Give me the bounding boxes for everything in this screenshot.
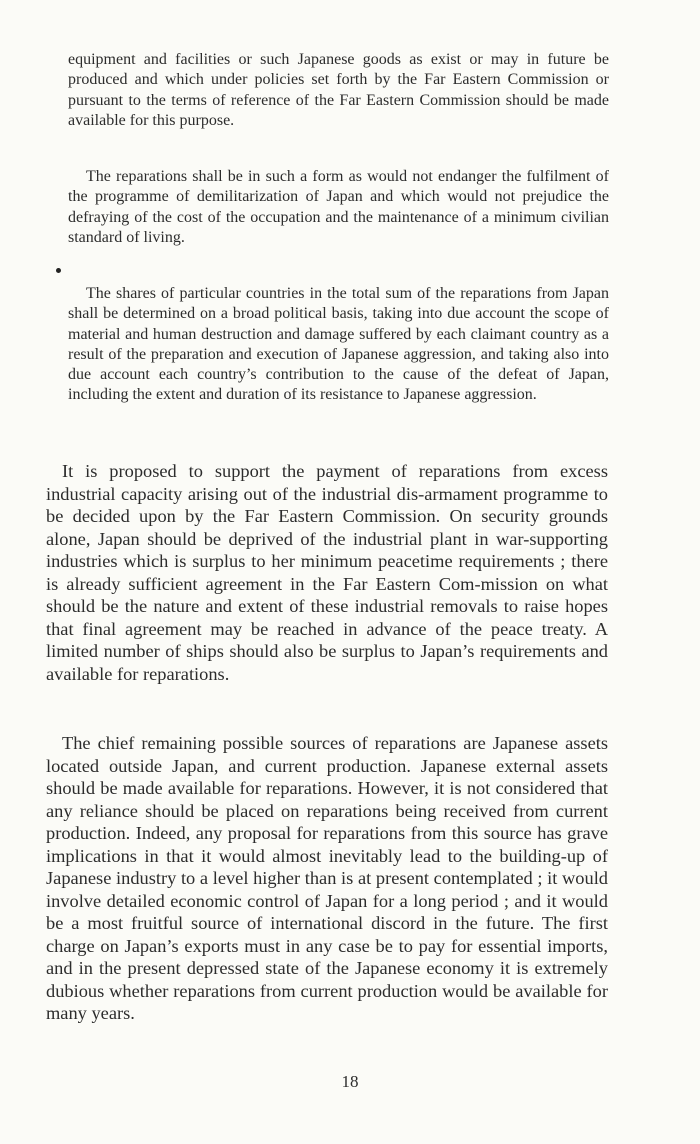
quoted-paragraph-3: The shares of particular countries in the total sum of the reparations from Japan shall be determined on a broad political basis, taking into due account the scope of material and human destruction and damage suffered by each claimant country as a result of the preparation and execution of Japanese aggression, and taking also into due account each country’s contribution to the cause of the defeat of Japan, including the extent and duration of its resistance to Japanese aggression.	[68, 285, 609, 404]
quoted-paragraph-1: equipment and facilities or such Japanese goods as exist or may in future be produced and which under policies set forth by the Far Eastern Commission or pursuant to the terms of reference of the Far Eastern Commission should be made available for this purpose.	[68, 51, 609, 129]
quoted-paragraph-2: The reparations shall be in such a form as would not endanger the fulfilment of the programme of demilitarization of Japan and which would not prejudice the defraying of the cost of the occupation and the maintenance of a minimum civilian standard of living.	[68, 168, 609, 246]
body-paragraph-2: The chief remaining possible sources of reparations are Japanese assets located outside Japan, and current production. Japanese external assets should be made available for reparations. However, it is not considered that any reliance should be placed on reparations being received from current production. Indeed, any proposal for reparations from this source has grave implications in that it would almost inevitably lead to the building-up of Japanese industry to a level higher than is at present contemplated ; it would involve detailed economic control of Japan for a long period ; and it would be a most fruitful source of international discord in the future. The first charge on Japan’s exports must in any case be to pay for essential imports, and in the present depressed state of the Japanese economy it is extremely dubious whether reparations from current production would be available for many years.	[46, 733, 608, 1023]
page-number: 18	[341, 1072, 359, 1091]
body-paragraph-1: It is proposed to support the payment of reparations from excess industrial capacity arising out of the industrial dis-armament programme to be decided upon by the Far Eastern Commission. On security grounds alone, Japan should be deprived of the industrial plant in war-supporting industries which is surplus to her minimum peacetime requirements ; there is already sufficient agreement in the Far Eastern Com-mission on what should be the nature and extent of these industrial removals to raise hopes that final agreement may be reached in advance of the peace treaty. A limited number of ships should also be surplus to Japan’s requirements and available for reparations.	[46, 461, 608, 684]
ink-speck	[56, 268, 61, 273]
